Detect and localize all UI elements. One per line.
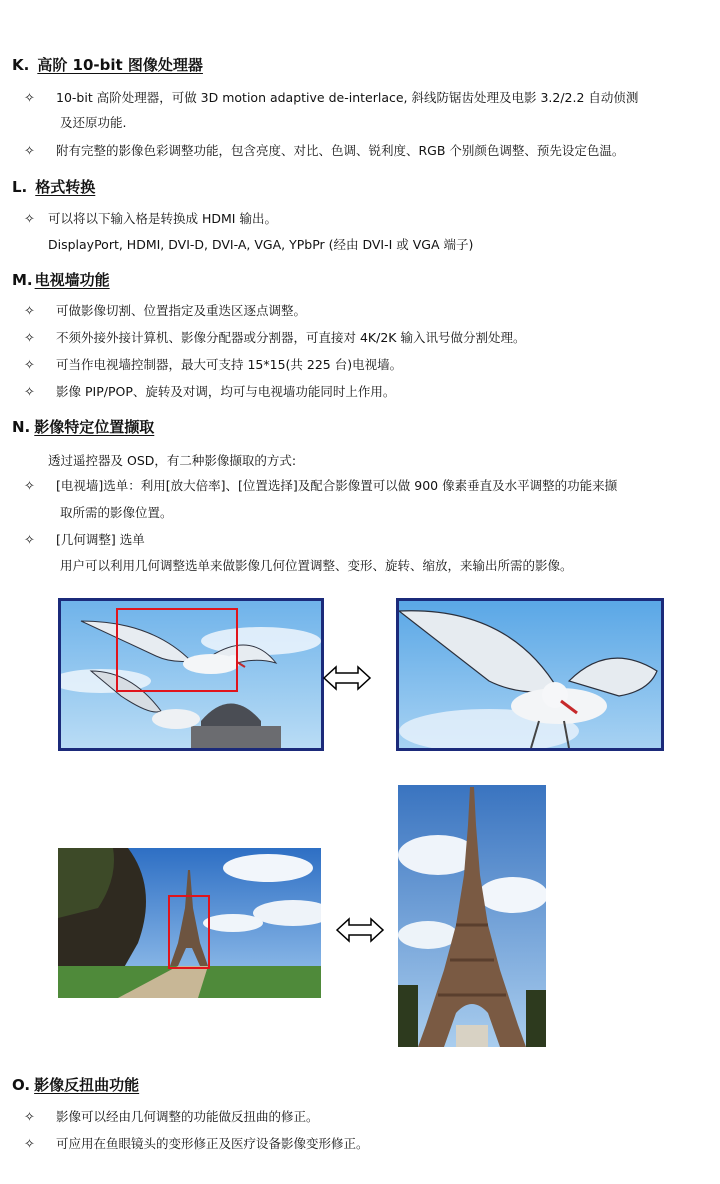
section-letter: O. (12, 1076, 31, 1094)
section-m-title: M. 电视墙功能 (12, 271, 110, 289)
list-item: ✧ 可做影像切割、位置指定及重迭区逐点调整。 (24, 299, 714, 324)
list-item: ✧ 不须外接外接计算机、影像分配器或分割器，可直接对 4K/2K 输入讯号做分割处理。 (24, 326, 714, 351)
double-arrow-icon (322, 665, 372, 691)
section-o-title: O. 影像反扭曲功能 (12, 1076, 140, 1094)
double-arrow-icon (335, 917, 385, 943)
seagull-zoomed-scene (399, 601, 661, 748)
bullet-icon: ✧ (24, 385, 35, 400)
section-k-title: K. 高阶 10-bit 图像处理器 (12, 56, 203, 74)
section-letter: L. (12, 178, 28, 196)
list-item-continuation: 用户可以利用几何调整选单来做影像几何位置调整、变形、旋转、缩放，来输出所需的影像。 (60, 558, 573, 573)
bullet-icon: ✧ (24, 358, 35, 373)
bullet-icon: ✧ (24, 212, 35, 227)
list-item: ✧ 影像可以经由几何调整的功能做反扭曲的修正。 (24, 1105, 714, 1130)
bullet-icon: ✧ (24, 479, 35, 494)
list-item: ✧ 可当作电视墙控制器，最大可支持 15*15(共 225 台)电视墙。 (24, 353, 714, 378)
bullet-icon: ✧ (24, 91, 35, 106)
seagull-original-image (58, 598, 324, 751)
eiffel-original-image (58, 848, 321, 998)
list-item: ✧ [几何调整] 选单 (24, 528, 714, 553)
list-item-continuation: DisplayPort, HDMI, DVI-D, DVI-A, VGA, YPbPr (经由 DVI-I 或 VGA 端子) (48, 237, 474, 252)
seagull-zoomed-image (396, 598, 664, 751)
bullet-icon: ✧ (24, 1137, 35, 1152)
list-item: ✧ 可以将以下输入格是转换成 HDMI 输出。 (24, 207, 714, 232)
section-letter: K. (12, 56, 30, 74)
bullet-icon: ✧ (24, 304, 35, 319)
section-letter: M. (12, 271, 33, 289)
list-item: ✧ 可应用在鱼眼镜头的变形修正及医疗设备影像变形修正。 (24, 1132, 714, 1157)
bullet-icon: ✧ (24, 533, 35, 548)
list-item: ✧ 10-bit 高阶处理器，可做 3D motion adaptive de-interlace, 斜线防锯齿处理及电影 3.2/2.2 自动侦测 (24, 86, 714, 111)
section-n-title: N. 影像特定位置撷取 (12, 418, 155, 436)
bullet-icon: ✧ (24, 144, 35, 159)
list-item: ✧ 影像 PIP/POP、旋转及对调，均可与电视墙功能同时上作用。 (24, 380, 714, 405)
list-item: ✧ [电视墙]选单：利用[放大倍率]、[位置选择]及配合影像置可以做 900 像素垂直及水平调整的功能来撷 (24, 474, 714, 499)
section-l-title: L. 格式转换 (12, 178, 96, 196)
bullet-icon: ✧ (24, 1110, 35, 1125)
list-item-continuation: 及还原功能. (60, 115, 127, 130)
eiffel-zoomed-image (398, 785, 546, 1047)
list-item-continuation: 取所需的影像位置。 (60, 505, 173, 520)
section-letter: N. (12, 418, 31, 436)
bullet-icon: ✧ (24, 331, 35, 346)
selection-box (168, 895, 210, 969)
selection-box (116, 608, 238, 692)
section-intro: 透过遥控器及 OSD，有二种影像撷取的方式: (48, 453, 297, 468)
eiffel-zoomed-scene (398, 785, 546, 1047)
list-item: ✧ 附有完整的影像色彩调整功能，包含亮度、对比、色调、锐利度、RGB 个别颜色调整、预先设定色温。 (24, 139, 714, 164)
